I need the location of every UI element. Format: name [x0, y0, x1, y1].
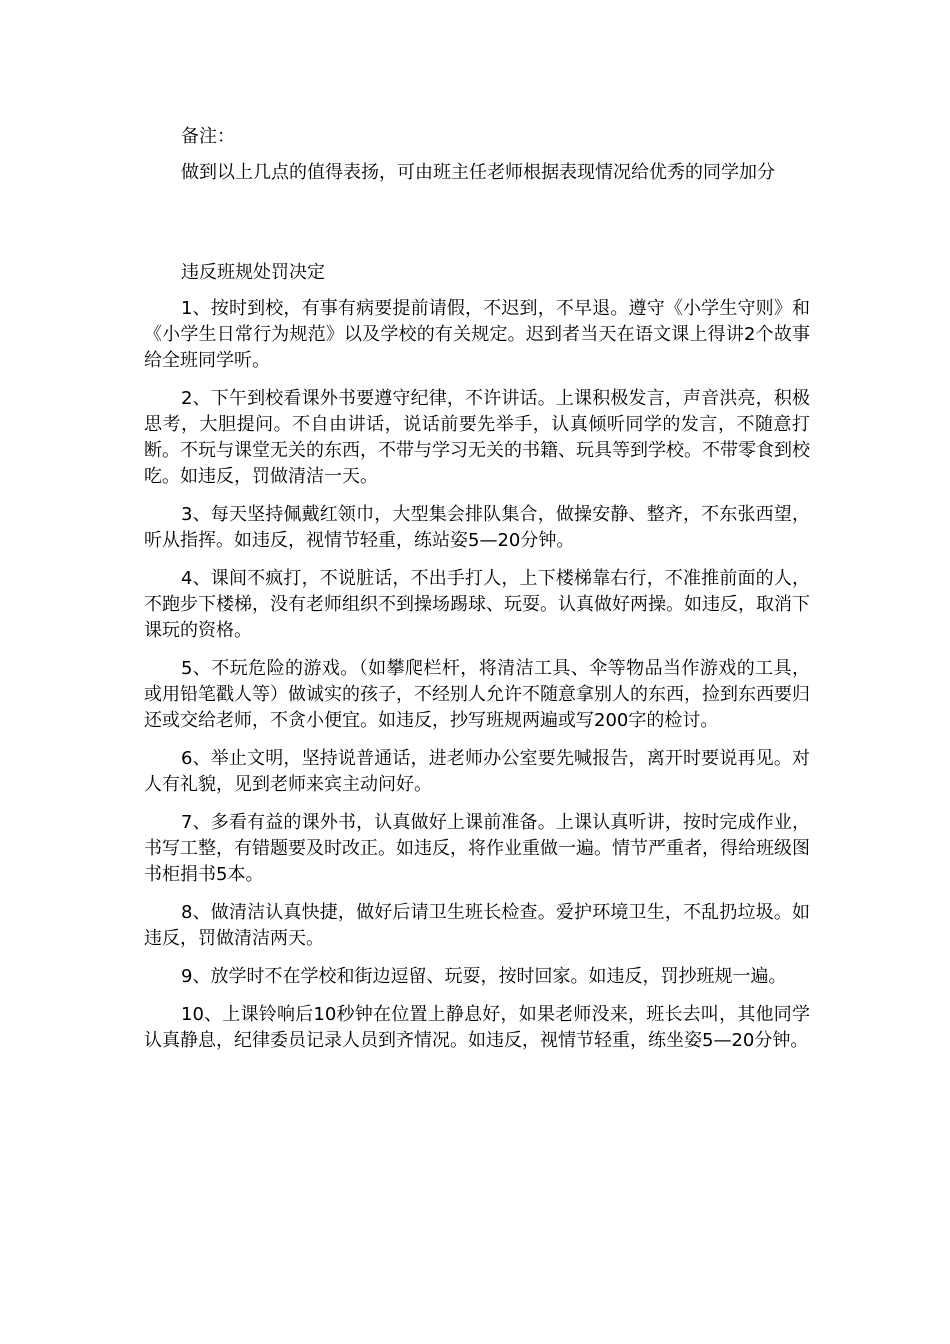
- note-label: 备注：: [181, 126, 235, 147]
- rule-item: 1、按时到校，有事有病要提前请假，不迟到，不早退。遵守《小学生守则》和《小学生日常行为规范》以及学校的有关规定。迟到者当天在语文课上得讲2个故事给全班同学听。: [144, 298, 810, 371]
- document-body: [144, 124, 810, 1066]
- rule-item: 2、下午到校看课外书要遵守纪律，不许讲话。上课积极发言，声音洪亮，积极思考，大胆提问。不自由讲话，说话前要先举手，认真倾听同学的发言，不随意打断。不玩与课堂无关的东西，不带与学习无关的书籍、玩具等到学校。不带零食到校吃。如违反，罚做清洁一天。: [144, 388, 810, 487]
- note-text: 做到以上几点的值得表扬，可由班主任老师根据表现情况给优秀的同学加分: [181, 162, 775, 183]
- blank-space: [144, 186, 810, 260]
- rule-item: 10、上课铃响后10秒钟在位置上静息好，如果老师没来，班长去叫，其他同学认真静息，纪律委员记录人员到齐情况。如违反，视情节轻重，练坐姿5—20分钟。: [144, 1004, 810, 1051]
- rule-item: 9、放学时不在学校和街边逗留、玩耍，按时回家。如违反，罚抄班规一遍。: [181, 966, 787, 987]
- section-title: 违反班规处罚决定: [181, 262, 325, 283]
- rule-item: 7、多看有益的课外书，认真做好上课前准备。上课认真听讲，按时完成作业，书写工整，有错题要及时改正。如违反，将作业重做一遍。情节严重者，得给班级图书柜捐书5本。: [144, 812, 810, 885]
- rule-item: 4、课间不疯打，不说脏话，不出手打人，上下楼梯靠右行，不准推前面的人，不跑步下楼梯，没有老师组织不到操场踢球、玩耍。认真做好两操。如违反，取消下课玩的资格。: [144, 568, 810, 641]
- rule-item: 6、举止文明，坚持说普通话，进老师办公室要先喊报告，离开时要说再见。对人有礼貌，见到老师来宾主动问好。: [144, 748, 810, 795]
- rule-item: 3、每天坚持佩戴红领巾，大型集会排队集合，做操安静、整齐，不东张西望，听从指挥。如违反，视情节轻重，练站姿5—20分钟。: [144, 504, 810, 551]
- rule-item: 5、不玩危险的游戏。（如攀爬栏杆，将清洁工具、伞等物品当作游戏的工具，或用铅笔戳人等）做诚实的孩子，不经别人允许不随意拿别人的东西，捡到东西要归还或交给老师，不贪小便宜。如违反，抄写班规两遍或写200字的检讨。: [144, 658, 810, 731]
- rule-item: 8、做清洁认真快捷，做好后请卫生班长检查。爱护环境卫生，不乱扔垃圾。如违反，罚做清洁两天。: [144, 902, 810, 949]
